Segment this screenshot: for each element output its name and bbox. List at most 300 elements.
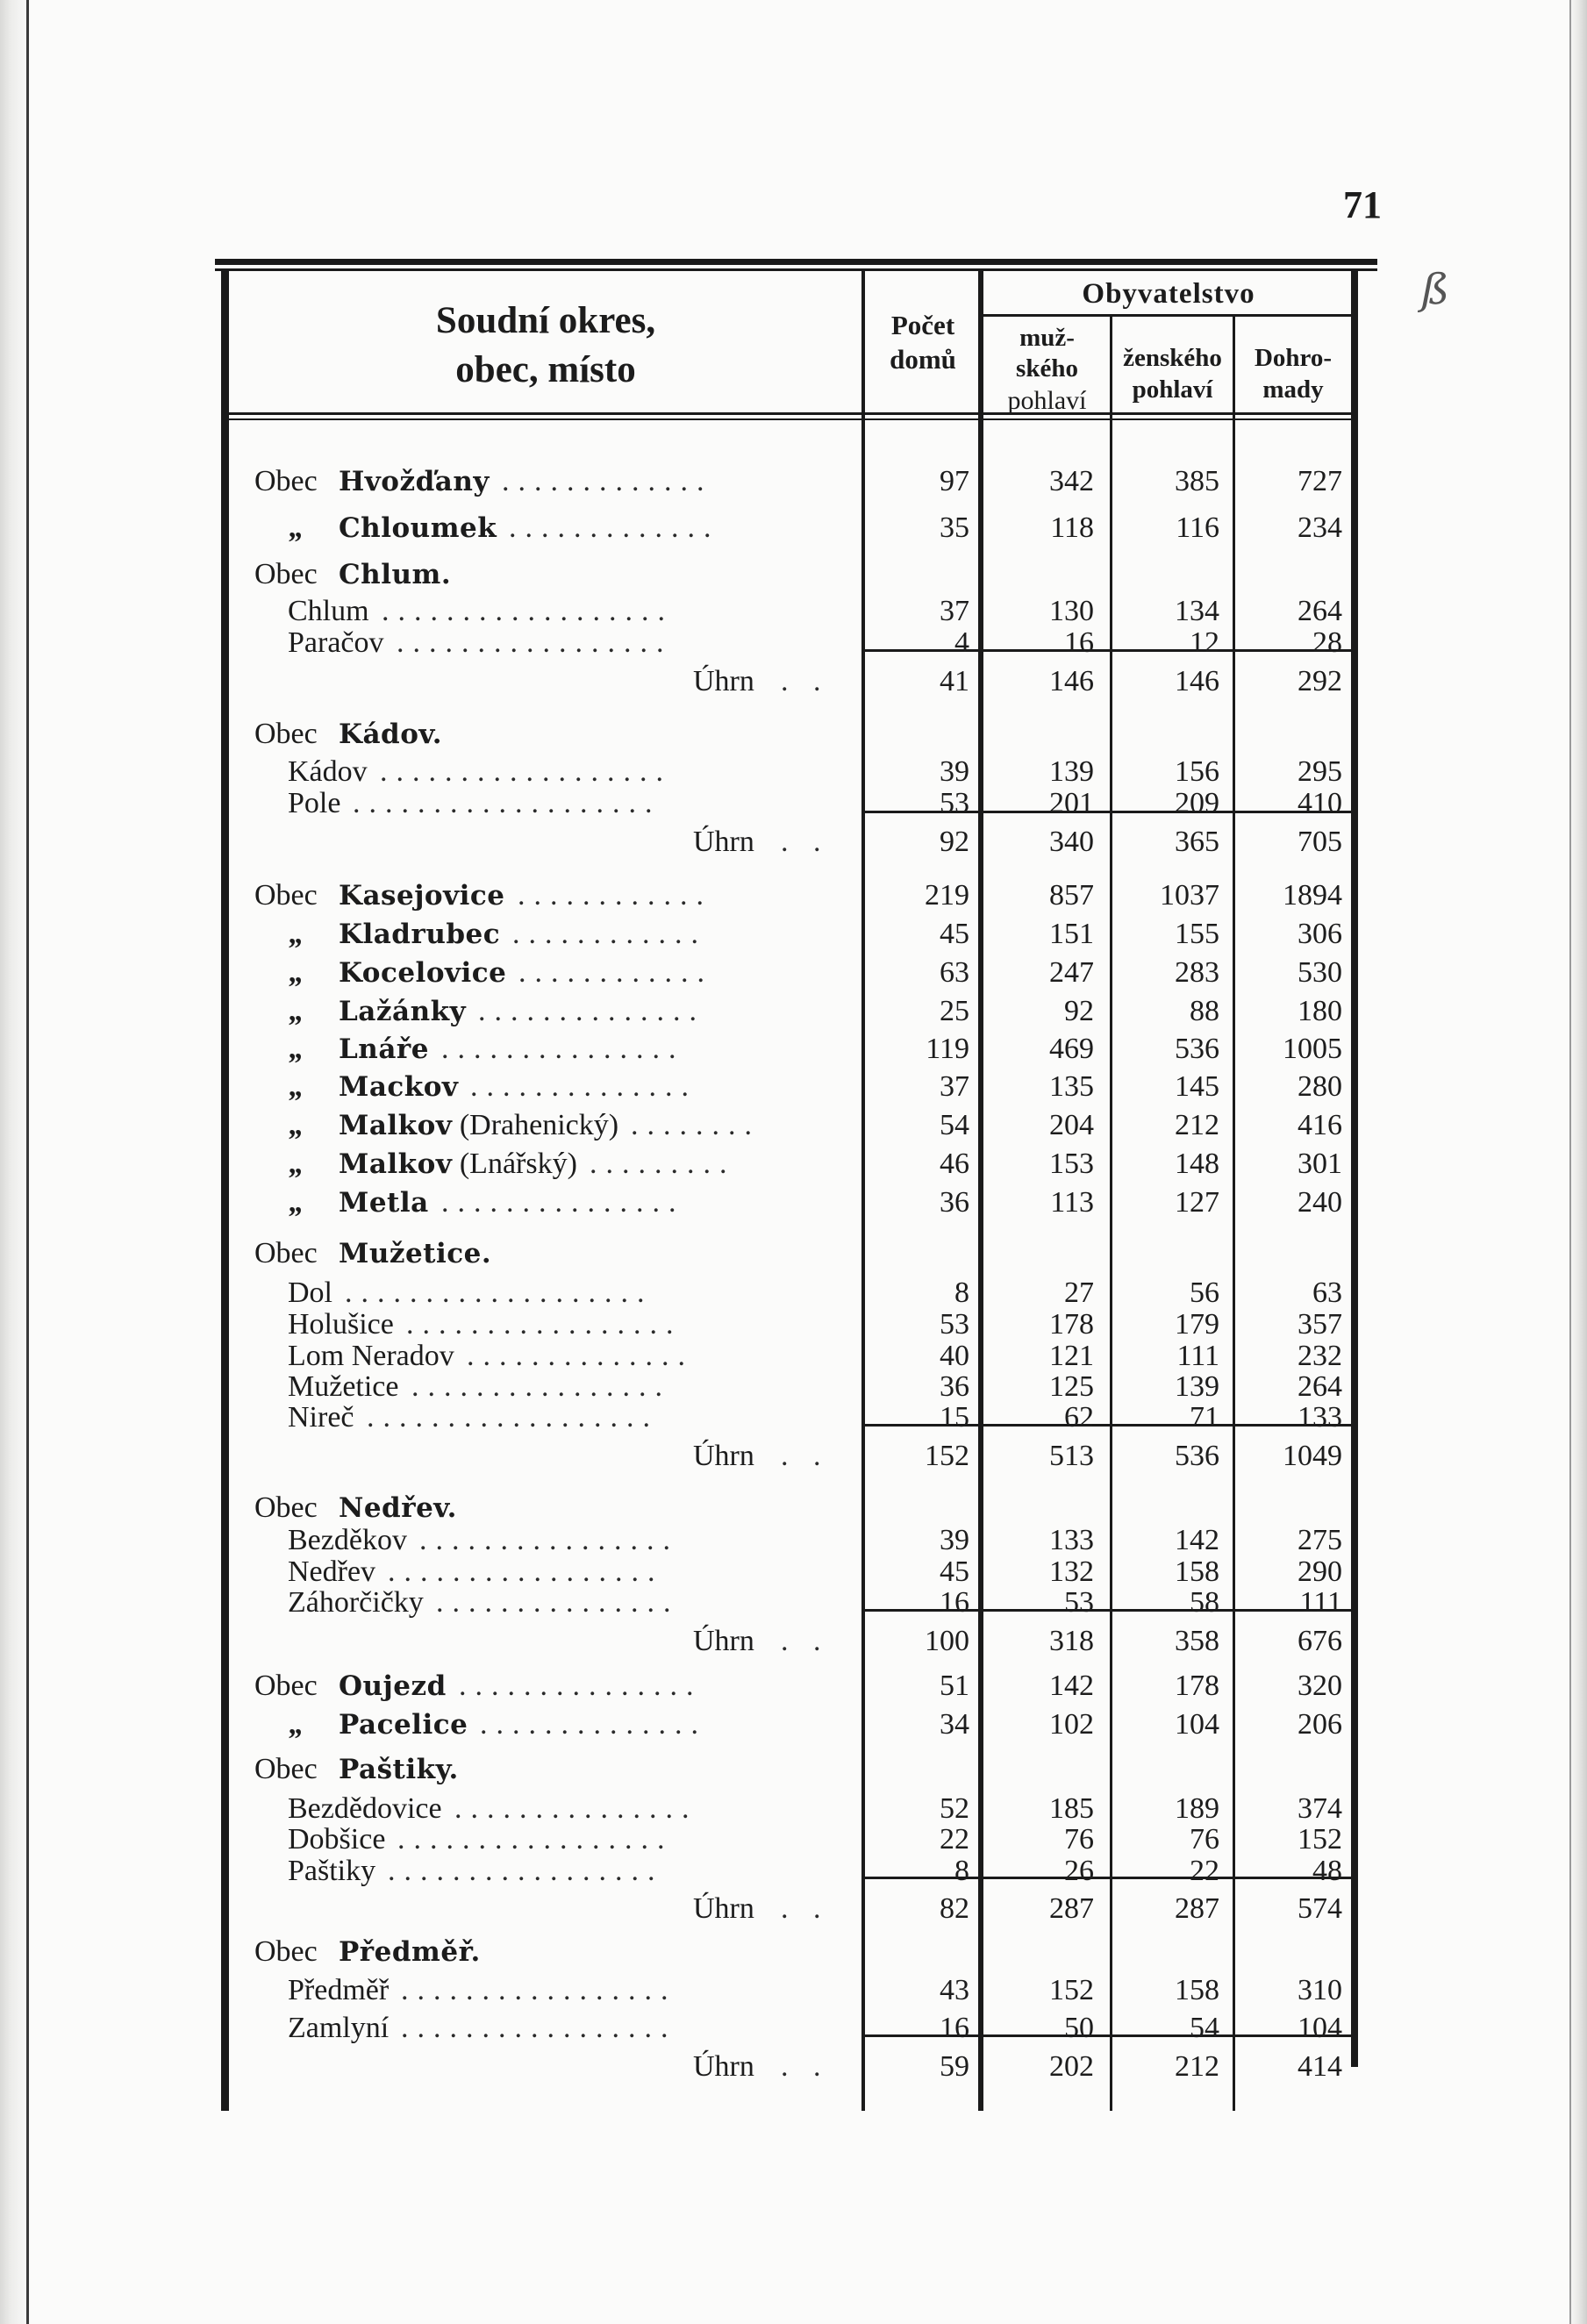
place-name-text: Pole	[288, 787, 341, 819]
female-cell: 139	[1175, 1370, 1219, 1403]
houses-cell: 97	[940, 465, 969, 497]
obec-prefix: Obec	[254, 1753, 318, 1785]
houses-cell: 35	[940, 511, 969, 544]
place-name-text: Malkov	[339, 1148, 453, 1180]
male-cell: 151	[1049, 918, 1094, 950]
obec-prefix: Obec	[254, 1237, 318, 1269]
place-name	[288, 755, 368, 789]
houses-cell: 53	[940, 787, 969, 819]
male-cell: 204	[1049, 1109, 1094, 1141]
male-cell: 142	[1049, 1670, 1094, 1702]
male-cell: 113	[1050, 1186, 1094, 1219]
total-cell: 240	[1297, 1186, 1342, 1219]
place-name	[288, 1555, 375, 1589]
female-cell: 156	[1175, 755, 1219, 788]
total-cell: 416	[1297, 1109, 1342, 1141]
female-cell: 209	[1175, 787, 1219, 819]
header-place-line2: obec, místo	[455, 348, 636, 390]
houses-cell: 45	[940, 1555, 969, 1588]
sum-label: Úhrn	[693, 1440, 754, 1472]
male-cell: 102	[1049, 1708, 1094, 1741]
male-cell: 340	[1049, 826, 1094, 858]
leader-dots: ................	[419, 1524, 679, 1556]
place-name-text: Bezdědovice	[288, 1792, 442, 1825]
total-cell: 63	[1312, 1276, 1342, 1309]
place-name	[254, 918, 500, 951]
place-name	[288, 2012, 389, 2045]
place-name-text: Zamlyní	[288, 2012, 390, 2044]
ditto-mark: „	[289, 918, 304, 950]
houses-cell: 100	[925, 1625, 969, 1657]
male-cell: 16	[1064, 626, 1094, 659]
total-cell: 28	[1312, 626, 1342, 659]
houses-cell: 16	[940, 1586, 969, 1619]
place-name	[288, 1308, 394, 1341]
leader-dots: .................	[401, 1974, 677, 2006]
leader-dots: ..................	[380, 755, 672, 788]
houses-cell: 46	[940, 1148, 969, 1180]
page-number: 71	[1343, 183, 1382, 226]
male-cell: 133	[1049, 1524, 1094, 1556]
male-cell: 26	[1064, 1855, 1094, 1887]
binding-edge-shadow	[0, 0, 30, 2324]
ditto-mark: „	[289, 1186, 304, 1219]
leader-dots: ........	[631, 1109, 761, 1141]
female-cell: 58	[1190, 1586, 1219, 1619]
place-name-text: Kladrubec	[339, 919, 501, 950]
ditto-mark: „	[289, 1148, 304, 1180]
houses-cell: 152	[925, 1440, 969, 1472]
male-cell: 153	[1049, 1148, 1094, 1180]
place-name-text: Bezděkov	[288, 1524, 407, 1556]
male-cell: 857	[1049, 879, 1094, 912]
place-name-text: Kádov	[288, 755, 368, 788]
place-name	[288, 626, 384, 660]
houses-cell: 22	[940, 1823, 969, 1856]
total-cell: 530	[1297, 956, 1342, 989]
female-cell: 212	[1175, 1109, 1219, 1141]
place-name-text: Chlum	[288, 595, 369, 627]
leader-dots: ................	[411, 1370, 671, 1403]
leader-dots: ..............	[467, 1340, 694, 1372]
houses-cell: 37	[940, 1070, 969, 1103]
place-name	[254, 1708, 468, 1741]
header-houses-line1: Počet	[890, 310, 955, 340]
leader-dots: ...................	[353, 787, 661, 819]
obec-prefix: Obec	[254, 718, 318, 750]
total-cell: 280	[1297, 1070, 1342, 1103]
male-cell: 27	[1064, 1276, 1094, 1309]
male-cell: 125	[1049, 1370, 1094, 1403]
place-name	[254, 1109, 618, 1142]
male-cell: 118	[1050, 511, 1094, 544]
male-cell: 342	[1049, 465, 1094, 497]
total-cell: 676	[1297, 1625, 1342, 1657]
place-name	[254, 558, 451, 591]
male-cell: 139	[1049, 755, 1094, 788]
place-name	[254, 995, 466, 1028]
place-name	[254, 1753, 459, 1786]
place-name-text: Lom Neradov	[288, 1340, 454, 1372]
place-name	[254, 1935, 481, 1969]
total-cell: 180	[1297, 995, 1342, 1027]
leader-dots: ..............	[480, 1708, 707, 1741]
total-cell: 292	[1297, 665, 1342, 697]
place-name-text: Lnáře	[339, 1033, 429, 1065]
female-cell: 536	[1175, 1440, 1219, 1472]
place-name-text: Předměř.	[339, 1936, 481, 1968]
header-total-line1: Dohro-	[1254, 344, 1333, 372]
obec-prefix: Obec	[254, 1935, 318, 1968]
place-name-text: Nedřev.	[339, 1492, 457, 1524]
place-name-text: Mužetice.	[339, 1238, 492, 1269]
female-cell: 212	[1175, 2050, 1219, 2083]
header-bottom-rule	[224, 412, 1358, 415]
female-cell: 116	[1176, 511, 1219, 544]
leader-dots: .................	[388, 1855, 664, 1887]
female-cell: 54	[1190, 2012, 1219, 2044]
male-cell: 469	[1049, 1033, 1094, 1065]
male-cell: 287	[1049, 1892, 1094, 1925]
female-cell: 12	[1190, 626, 1219, 659]
female-cell: 88	[1190, 995, 1219, 1027]
header-total-column	[1235, 342, 1351, 406]
female-cell: 365	[1175, 826, 1219, 858]
leader-dots: .................	[397, 1823, 674, 1856]
header-female-line1: ženského	[1123, 344, 1222, 372]
leader-dots: . .	[781, 826, 830, 858]
total-cell: 48	[1312, 1855, 1342, 1887]
houses-cell: 53	[940, 1308, 969, 1341]
leader-dots: ............	[518, 956, 713, 989]
place-name-text: Chlum.	[339, 559, 452, 590]
total-cell: 705	[1297, 826, 1342, 858]
total-cell: 264	[1297, 1370, 1342, 1403]
place-name	[254, 718, 442, 751]
header-houses-line2: domů	[890, 343, 956, 375]
total-cell: 234	[1297, 511, 1342, 544]
total-cell: 104	[1297, 2012, 1342, 2044]
houses-cell: 54	[940, 1109, 969, 1141]
place-name-text: Nedřev	[288, 1555, 376, 1588]
leader-dots: ...............	[454, 1792, 698, 1825]
male-cell: 513	[1049, 1440, 1094, 1472]
total-cell: 374	[1297, 1792, 1342, 1825]
female-cell: 111	[1176, 1340, 1219, 1372]
place-name	[288, 1276, 332, 1310]
header-female-line2: pohlaví	[1132, 375, 1213, 404]
houses-cell: 40	[940, 1340, 969, 1372]
obec-prefix: Obec	[254, 558, 318, 590]
header-total-line2: mady	[1262, 375, 1324, 404]
total-cell: 232	[1297, 1340, 1342, 1372]
houses-cell: 8	[954, 1276, 969, 1309]
obec-prefix: Obec	[254, 1491, 318, 1524]
place-name-text: Metla	[339, 1187, 429, 1219]
houses-cell: 36	[940, 1186, 969, 1219]
leader-dots: ..............	[478, 995, 705, 1027]
place-name-text: Lažánky	[339, 996, 467, 1027]
place-name	[254, 879, 505, 912]
female-cell: 287	[1175, 1892, 1219, 1925]
leader-dots: ...............	[436, 1586, 680, 1619]
female-cell: 358	[1175, 1625, 1219, 1657]
houses-cell: 219	[925, 879, 969, 912]
total-cell: 306	[1297, 918, 1342, 950]
female-cell: 146	[1175, 665, 1219, 697]
houses-cell: 8	[954, 1855, 969, 1887]
female-cell: 127	[1175, 1186, 1219, 1219]
total-cell: 320	[1297, 1670, 1342, 1702]
female-cell: 1037	[1160, 879, 1219, 912]
header-houses-column	[867, 309, 979, 377]
male-cell: 146	[1049, 665, 1094, 697]
houses-cell: 92	[940, 826, 969, 858]
houses-cell: 39	[940, 1524, 969, 1556]
total-cell: 1049	[1283, 1440, 1342, 1472]
houses-cell: 51	[940, 1670, 969, 1702]
place-name-text: Chloumek	[339, 512, 497, 544]
leader-dots: .........	[590, 1148, 736, 1180]
houses-cell: 119	[926, 1033, 969, 1065]
place-name	[288, 1855, 375, 1888]
ditto-mark: „	[289, 1708, 304, 1741]
place-name	[288, 1792, 442, 1826]
place-name	[254, 465, 490, 498]
male-cell: 62	[1064, 1401, 1094, 1434]
leader-dots: ............	[518, 879, 712, 912]
header-female-column	[1112, 342, 1233, 406]
ditto-mark: „	[289, 956, 304, 989]
female-cell: 71	[1190, 1401, 1219, 1434]
place-name	[254, 511, 497, 545]
obec-prefix: Obec	[254, 1670, 318, 1702]
total-cell: 301	[1297, 1148, 1342, 1180]
female-cell: 158	[1175, 1974, 1219, 2006]
place-name-text: Mackov	[339, 1071, 459, 1103]
place-name	[288, 787, 340, 820]
place-name-text: Nireč	[288, 1401, 354, 1434]
male-cell: 178	[1049, 1308, 1094, 1341]
place-name	[254, 1070, 458, 1104]
place-name-text: Paštiky.	[339, 1754, 459, 1785]
houses-cell: 63	[940, 956, 969, 989]
table-right-border	[1351, 268, 1358, 2067]
leader-dots: ............	[512, 918, 707, 950]
female-cell: 155	[1175, 918, 1219, 950]
table-top-rule	[215, 259, 1377, 265]
sum-label: Úhrn	[693, 2050, 754, 2083]
male-cell: 318	[1049, 1625, 1094, 1657]
total-cell: 264	[1297, 595, 1342, 627]
male-cell: 92	[1064, 995, 1094, 1027]
male-cell: 132	[1049, 1555, 1094, 1588]
place-name	[288, 1401, 354, 1434]
female-cell: 189	[1175, 1792, 1219, 1825]
ditto-mark: „	[289, 1109, 304, 1141]
place-name-text: Předměř	[288, 1974, 390, 2006]
houses-cell: 25	[940, 995, 969, 1027]
place-name-text: Kocelovice	[339, 957, 507, 989]
female-cell: 536	[1175, 1033, 1219, 1065]
place-name	[254, 1148, 577, 1181]
total-cell: 410	[1297, 787, 1342, 819]
ditto-mark: „	[289, 995, 304, 1027]
sum-label: Úhrn	[693, 665, 754, 697]
ditto-mark: „	[289, 1070, 304, 1103]
place-name-text: Oujezd	[339, 1670, 447, 1702]
place-name	[254, 956, 506, 990]
place-name-text: Dol	[288, 1276, 332, 1309]
female-cell: 134	[1175, 595, 1219, 627]
obec-prefix: Obec	[254, 879, 318, 912]
place-name-text: Holušice	[288, 1308, 394, 1341]
houses-cell: 16	[940, 2012, 969, 2044]
houses-cell: 59	[940, 2050, 969, 2083]
header-male-line3: pohlaví	[1007, 385, 1087, 415]
female-cell: 158	[1175, 1555, 1219, 1588]
male-cell: 130	[1049, 595, 1094, 627]
houses-cell: 37	[940, 595, 969, 627]
houses-cell: 41	[940, 665, 969, 697]
header-place-line1: Soudní okres,	[435, 300, 656, 341]
total-cell: 1005	[1283, 1033, 1342, 1065]
place-name-suffix: (Lnářský)	[452, 1148, 577, 1180]
leader-dots: ...............	[441, 1033, 685, 1065]
total-cell: 357	[1297, 1308, 1342, 1341]
houses-cell: 39	[940, 755, 969, 788]
header-male-column	[984, 323, 1110, 417]
header-population-group: Obyvatelstvo	[1082, 278, 1255, 310]
place-name-text: Záhorčičky	[288, 1586, 424, 1619]
female-cell: 283	[1175, 956, 1219, 989]
place-name-text: Malkov	[339, 1110, 453, 1141]
total-cell: 414	[1297, 2050, 1342, 2083]
leader-dots: . .	[781, 1625, 830, 1657]
male-cell: 135	[1049, 1070, 1094, 1103]
leader-dots: .................	[388, 1555, 664, 1588]
female-cell: 56	[1190, 1276, 1219, 1309]
leader-dots: .................	[397, 626, 673, 659]
header-bottom-rule-thin	[224, 418, 1358, 420]
total-cell: 111	[1299, 1586, 1342, 1619]
place-name-text: Paračov	[288, 626, 384, 659]
place-name	[288, 1370, 399, 1404]
male-cell: 121	[1049, 1340, 1094, 1372]
place-name-text: Paštiky	[288, 1855, 376, 1887]
female-cell: 148	[1175, 1148, 1219, 1180]
houses-cell: 34	[940, 1708, 969, 1741]
leader-dots: . .	[781, 2050, 830, 2083]
place-name	[288, 1823, 385, 1856]
table-left-border	[221, 268, 229, 2111]
total-cell: 295	[1297, 755, 1342, 788]
houses-cell: 52	[940, 1792, 969, 1825]
total-cell: 206	[1297, 1708, 1342, 1741]
place-name	[254, 1237, 491, 1270]
place-name	[288, 1974, 389, 2007]
leader-dots: ...............	[459, 1670, 703, 1702]
place-name	[288, 595, 369, 628]
female-cell: 22	[1190, 1855, 1219, 1887]
leader-dots: .................	[401, 2012, 677, 2044]
place-name	[254, 1033, 429, 1066]
leader-dots: ...............	[441, 1186, 685, 1219]
header-male-line1: muž-	[1019, 324, 1075, 352]
houses-cell: 43	[940, 1974, 969, 2006]
female-cell: 385	[1175, 465, 1219, 497]
place-name-text: Dobšice	[288, 1823, 386, 1856]
place-name-text: Hvožďany	[339, 466, 490, 497]
leader-dots: . .	[781, 1440, 830, 1472]
margin-pencil-mark: ß	[1421, 265, 1450, 314]
female-cell: 142	[1175, 1524, 1219, 1556]
place-name-text: Pacelice	[339, 1709, 468, 1741]
female-cell: 76	[1190, 1823, 1219, 1856]
place-name-text: Kasejovice	[339, 880, 505, 912]
ditto-mark: „	[289, 511, 304, 544]
leader-dots: ..................	[367, 1401, 659, 1434]
leader-dots: .............	[502, 465, 713, 497]
place-name-suffix: (Drahenický)	[452, 1109, 619, 1141]
right-edge-line	[1569, 0, 1571, 2324]
female-cell: 104	[1175, 1708, 1219, 1741]
place-name-text: Kádov.	[339, 719, 443, 750]
sum-label: Úhrn	[693, 1892, 754, 1925]
houses-cell: 45	[940, 918, 969, 950]
place-name	[288, 1340, 454, 1373]
total-cell: 1894	[1283, 879, 1342, 912]
place-name	[254, 1491, 457, 1525]
houses-cell: 4	[954, 626, 969, 659]
total-cell: 275	[1297, 1524, 1342, 1556]
female-cell: 179	[1175, 1308, 1219, 1341]
total-cell: 310	[1297, 1974, 1342, 2006]
leader-dots: ..............	[470, 1070, 697, 1103]
male-cell: 50	[1064, 2012, 1094, 2044]
place-name	[288, 1524, 407, 1557]
total-cell: 727	[1297, 465, 1342, 497]
header-male-line2: ského	[1016, 354, 1078, 383]
place-name	[254, 1670, 447, 1703]
total-cell: 152	[1297, 1823, 1342, 1856]
leader-dots: . .	[781, 665, 830, 697]
leader-dots: ...................	[345, 1276, 654, 1309]
houses-cell: 15	[940, 1401, 969, 1434]
male-cell: 202	[1049, 2050, 1094, 2083]
sum-label: Úhrn	[693, 826, 754, 858]
male-cell: 247	[1049, 956, 1094, 989]
male-cell: 185	[1049, 1792, 1094, 1825]
leader-dots: . .	[781, 1892, 830, 1925]
leader-dots: .............	[509, 511, 720, 544]
table-top-rule-thin	[215, 268, 1377, 271]
place-name-text: Mužetice	[288, 1370, 399, 1403]
total-cell: 574	[1297, 1892, 1342, 1925]
total-cell: 290	[1297, 1555, 1342, 1588]
male-cell: 152	[1049, 1974, 1094, 2006]
female-cell: 145	[1175, 1070, 1219, 1103]
total-cell: 133	[1297, 1401, 1342, 1434]
place-name	[254, 1186, 429, 1219]
female-cell: 178	[1175, 1670, 1219, 1702]
leader-dots: ..................	[382, 595, 674, 627]
header-place-column	[239, 297, 853, 395]
binding-edge-line	[26, 0, 29, 2324]
place-name	[288, 1586, 424, 1620]
houses-cell: 82	[940, 1892, 969, 1925]
male-cell: 201	[1049, 787, 1094, 819]
